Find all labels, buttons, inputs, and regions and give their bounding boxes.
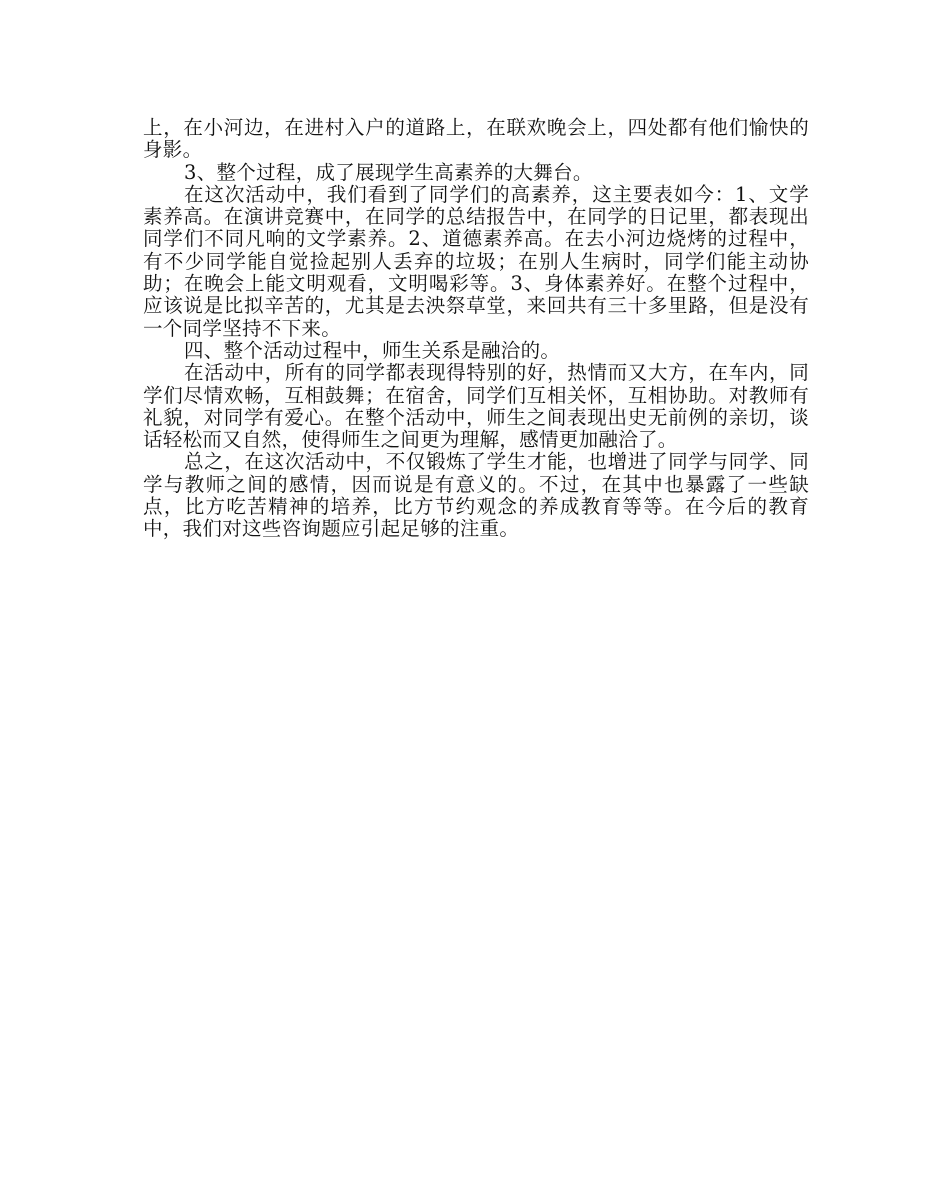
paragraph-section-3-heading: 3、整个过程，成了展现学生高素养的大舞台。	[184, 160, 593, 184]
paragraph-teacher-student-relations: 在活动中，所有的同学都表现得特别的好，热情而又大方，在车内，同学们尽情欢畅，互相鼓舞；在宿舍，同学们互相关怀，互相协助。对教师有礼貌，对同学有爱心。在整个活动中，师生之间表现出史无前例的亲切，谈话轻松而又自然，使得师生之间更为理解，感情更加融洽了。	[143, 361, 809, 452]
document-body	[143, 117, 809, 541]
paragraph-conclusion: 总之，在这次活动中，不仅锻炼了学生才能，也增进了同学与同学、同学与教师之间的感情，因而说是有意义的。不过，在其中也暴露了一些缺点，比方吃苦精神的培养，比方节约观念的养成教育等等。在今后的教育中，我们对这些咨询题应引起足够的注重。	[143, 450, 809, 541]
paragraph-student-literacy: 在这次活动中，我们看到了同学们的高素养，这主要表如今：1、文学素养高。在演讲竞赛中，在同学的总结报告中，在同学的日记里，都表现出同学们不同凡响的文学素养。2、道德素养高。在去小河边烧烤的过程中，有不少同学能自觉捡起别人丢弃的垃圾；在别人生病时，同学们能主动协助；在晚会上能文明观看，文明喝彩等。3、身体素养好。在整个过程中，应该说是比拟辛苦的，尤其是去泱祭草堂，来回共有三十多里路，但是没有一个同学坚持不下来。	[143, 182, 809, 340]
paragraph-section-4-heading: 四、整个活动过程中，师生关系是融洽的。	[184, 338, 561, 362]
paragraph-continuation: 上，在小河边，在进村入户的道路上，在联欢晚会上，四处都有他们愉快的身影。	[143, 116, 809, 162]
